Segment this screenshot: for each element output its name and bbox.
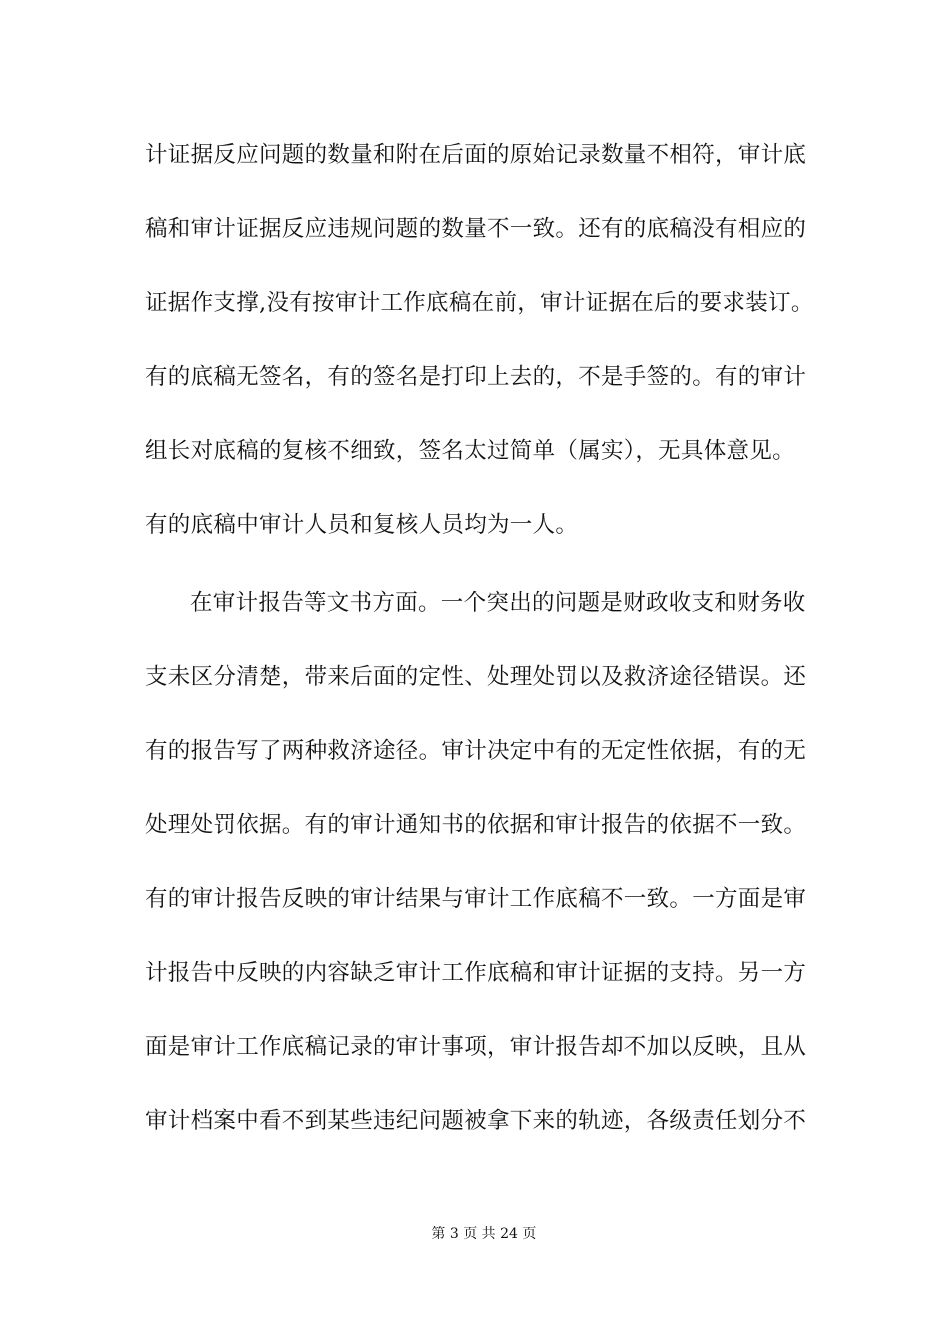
paragraph-line: 处理处罚依据。有的审计通知书的依据和审计报告的依据不一致。 xyxy=(145,812,807,838)
paragraph-line: 稿和审计证据反应违规问题的数量不一致。还有的底稿没有相应的 xyxy=(145,216,807,242)
paragraph-line: 支未区分清楚，带来后面的定性、处理处罚以及救济途径错误。还 xyxy=(145,664,807,690)
paragraph-line: 证据作支撑,没有按审计工作底稿在前，审计证据在后的要求装订。 xyxy=(145,290,814,316)
paragraph-line: 计报告中反映的内容缺乏审计工作底稿和审计证据的支持。另一方 xyxy=(145,960,807,986)
paragraph-line: 计证据反应问题的数量和附在后面的原始记录数量不相符，审计底 xyxy=(145,142,807,168)
paragraph-line: 有的审计报告反映的审计结果与审计工作底稿不一致。一方面是审 xyxy=(145,886,807,912)
page-footer xyxy=(0,1207,950,1261)
paragraph-line: 在审计报告等文书方面。一个突出的问题是财政收支和财务收 xyxy=(190,590,806,616)
paragraph-line: 面是审计工作底稿记录的审计事项，审计报告却不加以反映，且从 xyxy=(145,1034,807,1060)
paragraph-line: 审计档案中看不到某些违纪问题被拿下来的轨迹，各级责任划分不 xyxy=(145,1108,807,1134)
paragraph-line: 有的底稿无签名，有的签名是打印上去的，不是手签的。有的审计 xyxy=(145,364,807,390)
paragraph-line: 有的底稿中审计人员和复核人员均为一人。 xyxy=(145,512,579,538)
page-number-label: 第 3 页 共 24 页 xyxy=(431,1226,537,1242)
paragraph-line: 组长对底稿的复核不细致，签名太过简单（属实），无具体意见。 xyxy=(145,438,795,464)
paragraph-line: 有的报告写了两种救济途径。审计决定中有的无定性依据，有的无 xyxy=(145,738,807,764)
